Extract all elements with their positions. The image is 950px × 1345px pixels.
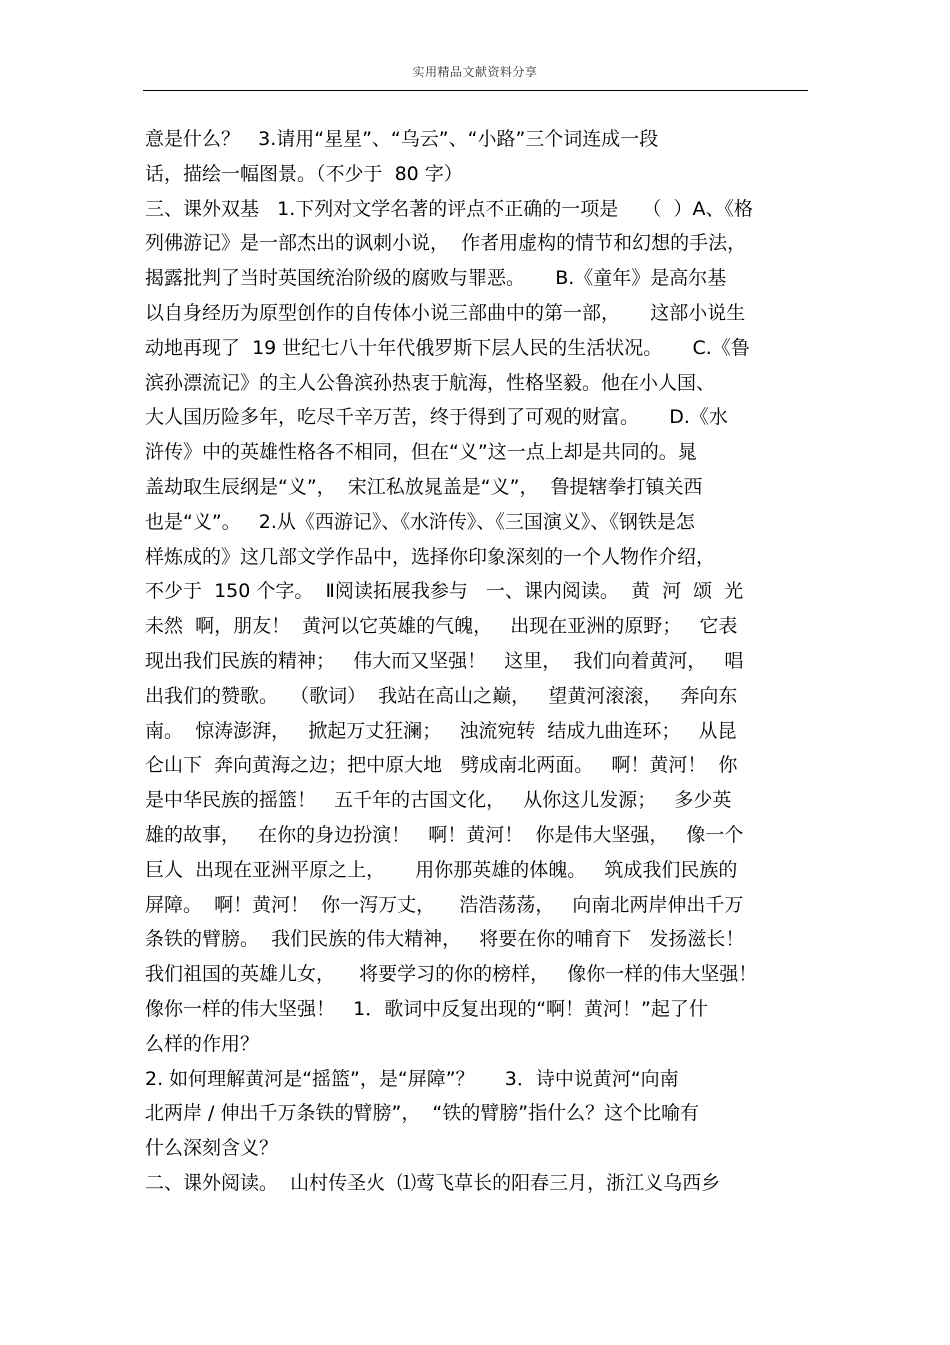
text-line: 2. 如何理解黄河是“摇篮”，是“屏障”？ 3．诗中说黄河“向南 [145, 1067, 679, 1090]
text-line: 动地再现了 19 世纪七八十年代俄罗斯下层人民的生活状况。 C.《鲁 [145, 336, 750, 359]
text-line: 以自身经历为原型创作的自传体小说三部曲中的第一部， 这部小说生 [145, 301, 746, 324]
text-line: 三、课外双基 1.下列对文学名著的评点不正确的一项是 （ ）A、《格 [145, 197, 753, 220]
page-header-title: 实用精品文献资料分享 [412, 65, 538, 79]
header-divider [143, 90, 808, 91]
text-line: 盖劫取生辰纲是“义”， 宋江私放晁盖是“义”， 鲁提辖拳打镇关西 [145, 475, 703, 498]
text-line: 意是什么？ 3.请用“星星”、“乌云”、“小路”三个词连成一段 [145, 128, 659, 150]
text-line: 现出我们民族的精神； 伟大而又坚强！ 这里， 我们向着黄河， 唱 [145, 649, 744, 672]
text-line: 揭露批判了当时英国统治阶级的腐败与罪恶。 B.《童年》是高尔基 [145, 267, 727, 290]
text-line: 滨孙漂流记》的主人公鲁滨孙热衷于航海，性格坚毅。他在小人国、 [145, 371, 716, 394]
text-line: 么样的作用？ [145, 1032, 260, 1055]
text-line: 浒传》中的英雄性格各不相同，但在“义”这一点上却是共同的。晁 [145, 441, 697, 464]
text-line: 像你一样的伟大坚强！ 1．歌词中反复出现的“啊！黄河！”起了什 [145, 997, 708, 1020]
text-line: 也是“义”。 2.从《西游记》、《水浒传》、《三国演义》、《钢铁是怎 [145, 510, 695, 533]
text-line: 是中华民族的摇篮！ 五千年的古国文化， 从你这儿发源； 多少英 [145, 789, 732, 812]
text-line: 巨人 出现在亚洲平原之上， 用你那英雄的体魄。 筑成我们民族的 [145, 858, 738, 881]
document-body [145, 122, 810, 1201]
text-line: 大人国历险多年，吃尽千辛万苦，终于得到了可观的财富。 D.《水 [145, 406, 728, 429]
text-line: 列佛游记》是一部杰出的讽刺小说， 作者用虚构的情节和幻想的手法， [145, 232, 747, 255]
text-line: 仑山下 奔向黄海之边；把中原大地 劈成南北两面。 啊！黄河！ 你 [145, 754, 738, 777]
text-line: 什么深刻含义？ [145, 1137, 279, 1160]
text-line: 南。 惊涛澎湃， 掀起万丈狂澜； 浊流宛转 结成九曲连环； 从昆 [145, 719, 737, 742]
text-line: 我们祖国的英雄儿女， 将要学习的你的榜样， 像你一样的伟大坚强！ [145, 963, 758, 986]
text-line: 雄的故事， 在你的身边扮演！ 啊！黄河！ 你是伟大坚强， 像一个 [145, 823, 744, 846]
text-line: 不少于 150 个字。 Ⅱ阅读拓展我参与 一、课内阅读。 黄 河 颂 光 [145, 580, 744, 603]
text-line: 二、课外阅读。 山村传圣火 ⑴莺飞草长的阳春三月，浙江义乌西乡 [145, 1171, 721, 1194]
text-line: 样炼成的》这几部文学作品中，选择你印象深刻的一个人物作介绍， [145, 545, 716, 568]
text-line: 出我们的赞歌。 （歌词） 我站在高山之巅， 望黄河滚滚， 奔向东 [145, 684, 738, 707]
text-line: 未然 啊，朋友！ 黄河以它英雄的气魄， 出现在亚洲的原野； 它表 [145, 615, 738, 638]
text-line: 北两岸 / 伸出千万条铁的臂膀”， “铁的臂膀”指什么？这个比喻有 [145, 1102, 700, 1125]
text-line: 屏障。 啊！黄河！ 你一泻万丈， 浩浩荡荡， 向南北两岸伸出千万 [145, 893, 744, 916]
text-line: 话，描绘一幅图景。（不少于 80 字） [145, 162, 463, 185]
text-line: 条铁的臂膀。 我们民族的伟大精神， 将要在你的哺育下 发扬滋长！ [145, 928, 745, 951]
